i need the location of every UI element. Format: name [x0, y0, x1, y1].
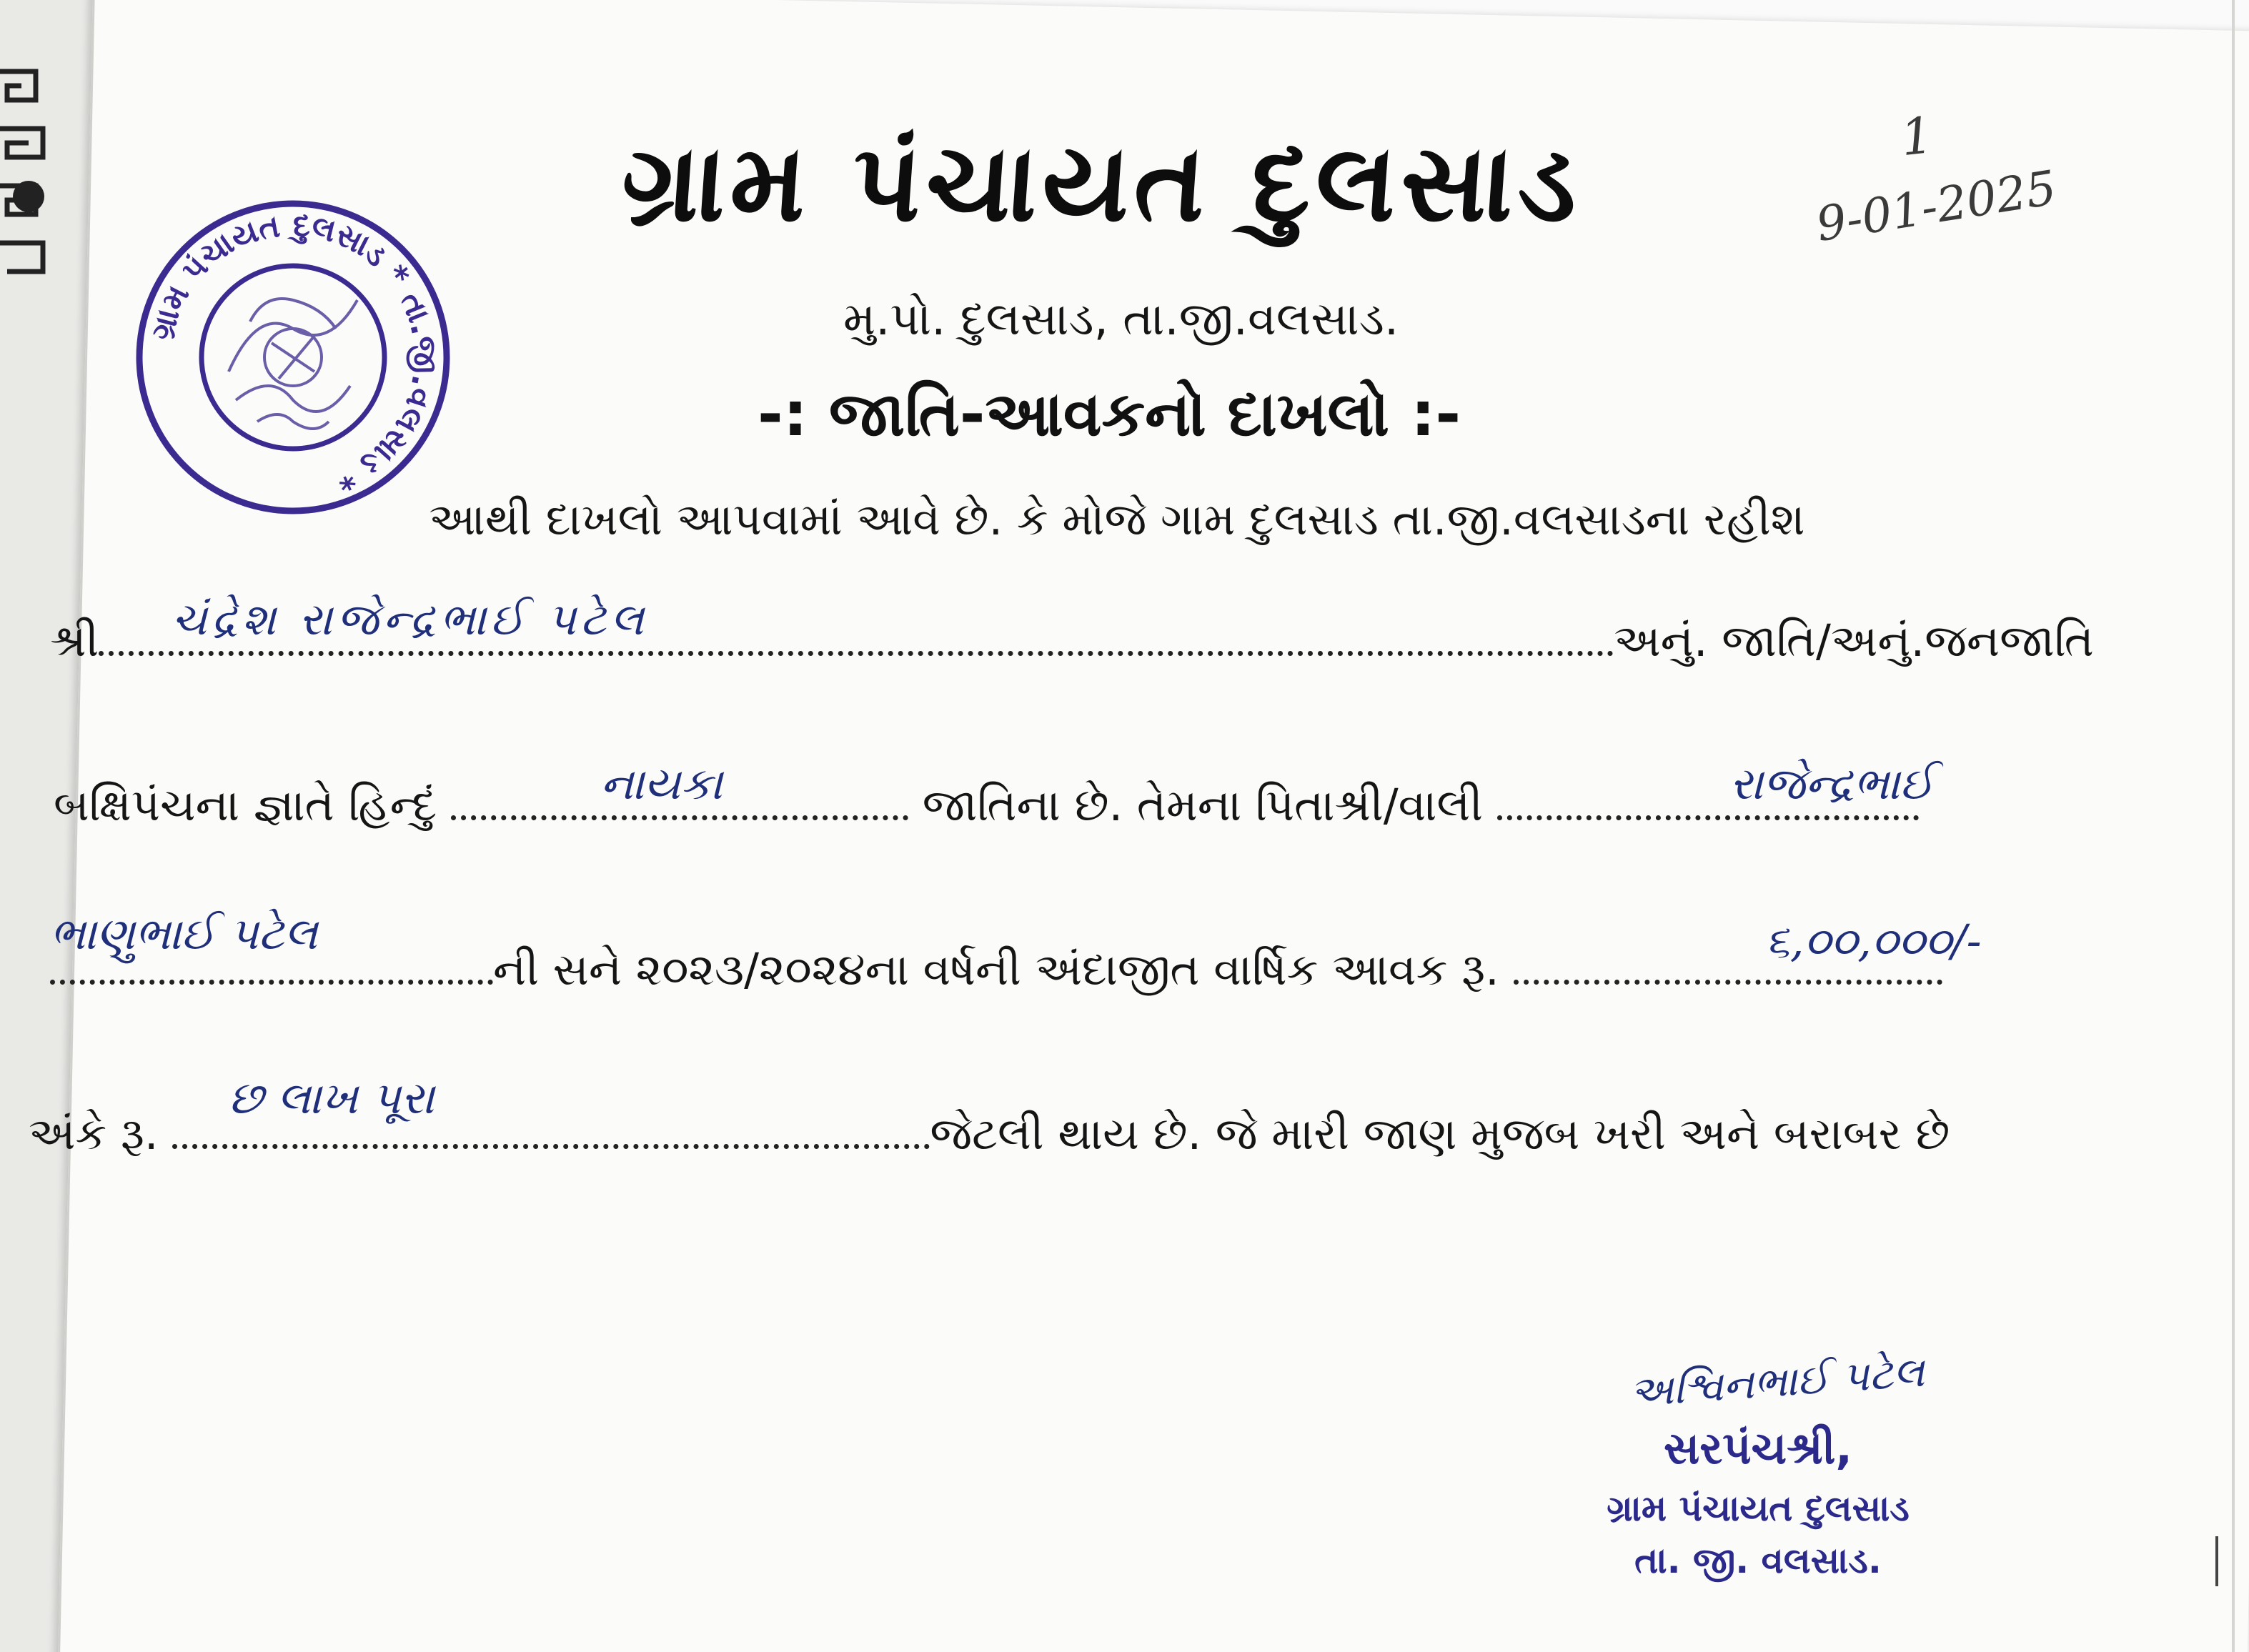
line2-prefix: શ્રી — [50, 614, 99, 667]
line5-prefix: અંકે રૂ. — [29, 1108, 159, 1160]
handwritten-income-amount: ૬,૦૦,૦૦૦/- — [1765, 915, 1982, 967]
handwritten-name: ચંદ્રેશ રાજેન્દ્રભાઈ પટેલ — [172, 593, 648, 645]
handwritten-date: 9-01-2025 — [1812, 159, 2060, 253]
line3-middle: જાતિના છે. તેમના પિતાશ્રી/વાલી — [922, 779, 1483, 831]
handwritten-father-first: રાજેન્દ્રભાઈ — [1729, 757, 1935, 810]
body-line-4 — [50, 943, 1942, 996]
father-cont-dotted-field — [50, 972, 493, 985]
income-dotted-field — [1514, 972, 1942, 985]
handwritten-serial-number: 1 — [1897, 105, 1936, 168]
handwritten-income-words: છ લાખ પૂરા — [229, 1072, 435, 1124]
income-words-dotted-field — [172, 1137, 930, 1149]
certificate-heading: -: જાતિ-આવકનો દાખલો :- — [758, 379, 1461, 450]
paper-right-edge — [2232, 0, 2235, 1652]
svg-text:ગ્રામ પંચાયત દુલસાડ * તા.જી.વલ — [144, 206, 443, 498]
handwritten-signature: અશ્વિનભાઈ પટેલ — [1628, 1347, 1926, 1417]
signatory-organisation: ગ્રામ પંચાયત દુલસાડ — [1607, 1488, 1910, 1529]
line5-suffix: જેટલી થાય છે. જે મારી જાણ મુજબ ખરી અને બરાબર છે — [930, 1108, 1950, 1160]
panchayat-address: મુ.પો. દુલસાડ, તા.જી.વલસાડ. — [843, 293, 1399, 346]
corner-pattern-decoration — [0, 57, 79, 293]
panchayat-round-seal — [129, 193, 457, 522]
body-line-1: આથી દાખલો આપવામાં આવે છે. કે મોજે ગામ દુલસાડ તા.જી.વલસાડના રહીશ — [429, 493, 1805, 545]
handwritten-father-rest: ભાણુભાઈ પટેલ — [50, 907, 318, 960]
handwritten-caste: નાયકા — [600, 757, 723, 810]
panchayat-title: ગ્રામ પંચાયત દુલસાડ — [617, 121, 1587, 246]
signature-stamp-block — [1558, 1422, 1958, 1582]
line3-prefix: બક્ષિપંચના જ્ઞાતે હિન્દું — [54, 779, 437, 831]
signatory-title: સરપંચશ્રી, — [1664, 1422, 1852, 1474]
signatory-address: તા. જી. વલસાડ. — [1634, 1540, 1882, 1581]
body-line-3 — [54, 779, 1919, 832]
line2-suffix: અનું. જાતિ/અનું.જનજાતિ — [1614, 614, 2094, 667]
line4-middle: ની સને ૨૦૨૩/૨૦૨૪ના વર્ષની અંદાજીત વાર્ષિક આવક રૂ. — [493, 943, 1499, 995]
edge-mark — [2215, 1536, 2218, 1586]
seal-text: ગ્રામ પંચાયત દુલસાડ * તા.જી.વલસાડ * — [144, 206, 444, 499]
